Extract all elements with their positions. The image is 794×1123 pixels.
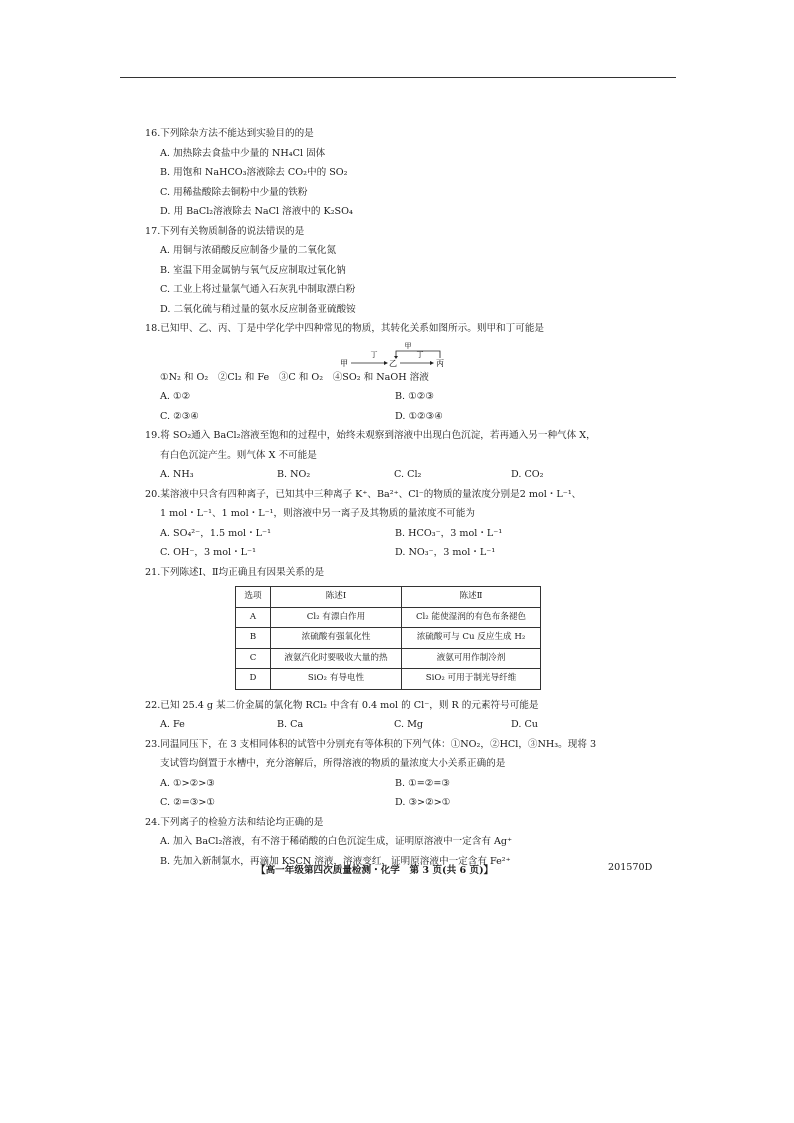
options-row [145,715,665,735]
question-18 [145,319,665,426]
table-row [236,669,541,690]
question-stem: 18.已知甲、乙、丙、丁是中学化学中四种常见的物质，其转化关系如图所示。则甲和丁可能是 [145,323,545,334]
options-row [145,793,665,813]
options-row [145,524,665,544]
table-cell: SiO₂ 可用于制光导纤维 [402,669,541,690]
conversion-diagram-svg [338,340,448,368]
table-cell: 液氨汽化时要吸收大量的热 [271,648,402,669]
option-c: C. OH⁻，3 mol・L⁻¹ [160,547,256,558]
question-stem: 24.下列离子的检验方法和结论均正确的是 [145,816,324,828]
diagram-node-yi: 乙 [389,358,397,368]
arrowhead-yi-bing [430,361,434,365]
question-stem: 17.下列有关物质制备的说法错误的是 [145,225,305,237]
footer-title: 【高一年级第四次质量检测・化学 第 3 页(共 6 页)】 [256,865,494,876]
option-d: D. Cu [511,719,538,730]
options-row [145,387,665,407]
diagram-label-ding-2: 丁 [416,350,424,359]
question-stem: 22.已知 25.4 g 某二价金属的氯化物 RCl₂ 中含有 0.4 mol 的 Cl⁻，则 R 的元素符号可能是 [145,699,539,711]
page-content [145,124,665,871]
option-a: A. 加入 BaCl₂溶液，有不溶于稀硝酸的白色沉淀生成，证明原溶液中一定含有 Ag⁺ [160,836,513,847]
options-row [145,774,665,794]
option-c: C. ②=③>① [160,797,215,808]
footer-code: 201570D [608,862,653,873]
question-stem: 21.下列陈述Ⅰ、Ⅱ均正确且有因果关系的是 [145,566,325,578]
question-stem-cont: 有白色沉淀产生。则气体 X 不可能是 [160,449,317,461]
option-d: D. 二氧化硫与稍过量的氨水反应制备亚硫酸铵 [160,303,356,315]
table-cell: SiO₂ 有导电性 [271,669,402,690]
option-c: C. Cl₂ [394,469,422,480]
table-header: 陈述Ⅰ [271,587,402,608]
option-a: A. Fe [160,719,185,730]
table-header: 选项 [236,587,271,608]
option-c: C. ②③④ [160,410,199,422]
option-a: A. SO₄²⁻，1.5 mol・L⁻¹ [160,527,271,539]
option-d: D. CO₂ [511,469,544,480]
table-header-row [236,587,541,608]
statements-table [235,586,541,690]
option-d: D. ③>②>① [395,797,451,808]
question-23 [145,735,665,813]
option-d: D. NO₃⁻，3 mol・L⁻¹ [395,547,496,558]
question-20 [145,485,665,563]
option-b: B. ①=②=③ [395,777,451,789]
option-c: C. 用稀盐酸除去铜粉中少量的铁粉 [160,186,308,198]
options-row [145,543,665,563]
candidate-pairs: ①N₂ 和 O₂ ②Cl₂ 和 Fe ③C 和 O₂ ④SO₂ 和 NaOH 溶液 [160,371,429,383]
option-d: D. ①②③④ [395,410,443,422]
table-cell: 浓硫酸可与 Cu 反应生成 H₂ [402,628,541,649]
question-stem: 20.某溶液中只含有四种离子，已知其中三种离子 K⁺、Ba²⁺、Cl⁻的物质的量浓度分别是2 mol・L⁻¹、 [145,488,582,500]
diagram-node-bing: 丙 [436,358,444,368]
option-b: B. ①②③ [395,391,434,402]
option-a: A. ①② [160,391,191,402]
table-cell: A [236,607,271,628]
question-stem: 23.同温同压下，在 3 支相同体积的试管中分别充有等体积的下列气体：①NO₂，②HCl，③NH₃。现将 3 [145,738,597,750]
option-c: C. 工业上将过量氯气通入石灰乳中制取漂白粉 [160,284,356,295]
option-b: B. Ca [277,719,304,730]
option-b: B. 先加入新制氯水，再滴加 KSCN 溶液，溶液变红，证明原溶液中一定含有 Fe²⁺ [160,855,511,867]
table-header: 陈述Ⅱ [402,587,541,608]
diagram-label-ding-1: 丁 [370,350,378,359]
option-a: A. 加热除去食盐中少量的 NH₄Cl 固体 [160,147,326,159]
options-row [145,465,665,485]
table-cell: 浓硫酸有强氧化性 [271,628,402,649]
table-cell: C [236,648,271,669]
table-cell: Cl₂ 有漂白作用 [271,607,402,628]
table-cell: 液氨可用作制冷剂 [402,648,541,669]
option-c: C. Mg [394,719,424,730]
option-a: A. ①>②>③ [160,777,215,789]
question-stem-cont: 1 mol・L⁻¹、1 mol・L⁻¹，则溶液中另一离子及其物质的量浓度不可能为 [160,508,476,519]
question-21 [145,563,665,690]
option-b: B. NO₂ [277,469,311,480]
table-cell: D [236,669,271,690]
table-row [236,628,541,649]
question-17 [145,222,665,320]
question-stem-cont: 支试管均倒置于水槽中，充分溶解后，所得溶液的物质的量浓度大小关系正确的是 [160,758,506,769]
option-b: B. HCO₃⁻，3 mol・L⁻¹ [395,527,503,539]
table-cell: Cl₂ 能使湿润的有色布条褪色 [402,607,541,628]
arrowhead-jia-yi [384,361,388,365]
question-stem: 16.下列除杂方法不能达到实验目的的是 [145,128,314,139]
table-cell: B [236,628,271,649]
option-a: A. 用铜与浓硝酸反应制备少量的二氧化氮 [160,245,337,256]
option-d: D. 用 BaCl₂溶液除去 NaCl 溶液中的 K₂SO₄ [160,206,353,217]
option-a: A. NH₃ [160,469,194,480]
question-stem: 19.将 SO₂通入 BaCl₂溶液至饱和的过程中，始终未观察到溶液中出现白色沉淀，若再通入另一种气体 X， [145,430,596,441]
option-b: B. 室温下用金属钠与氧气反应制取过氧化钠 [160,264,346,276]
table-row [236,648,541,669]
conversion-diagram [145,340,665,368]
question-16 [145,124,665,222]
question-22 [145,696,665,735]
table-row [236,607,541,628]
question-19 [145,426,665,485]
option-b: B. 用饱和 NaHCO₃溶液除去 CO₂中的 SO₂ [160,167,348,178]
diagram-label-jia-top: 甲 [404,341,412,350]
diagram-node-jia: 甲 [340,358,348,368]
header-rule [120,77,676,78]
options-row [145,407,665,427]
